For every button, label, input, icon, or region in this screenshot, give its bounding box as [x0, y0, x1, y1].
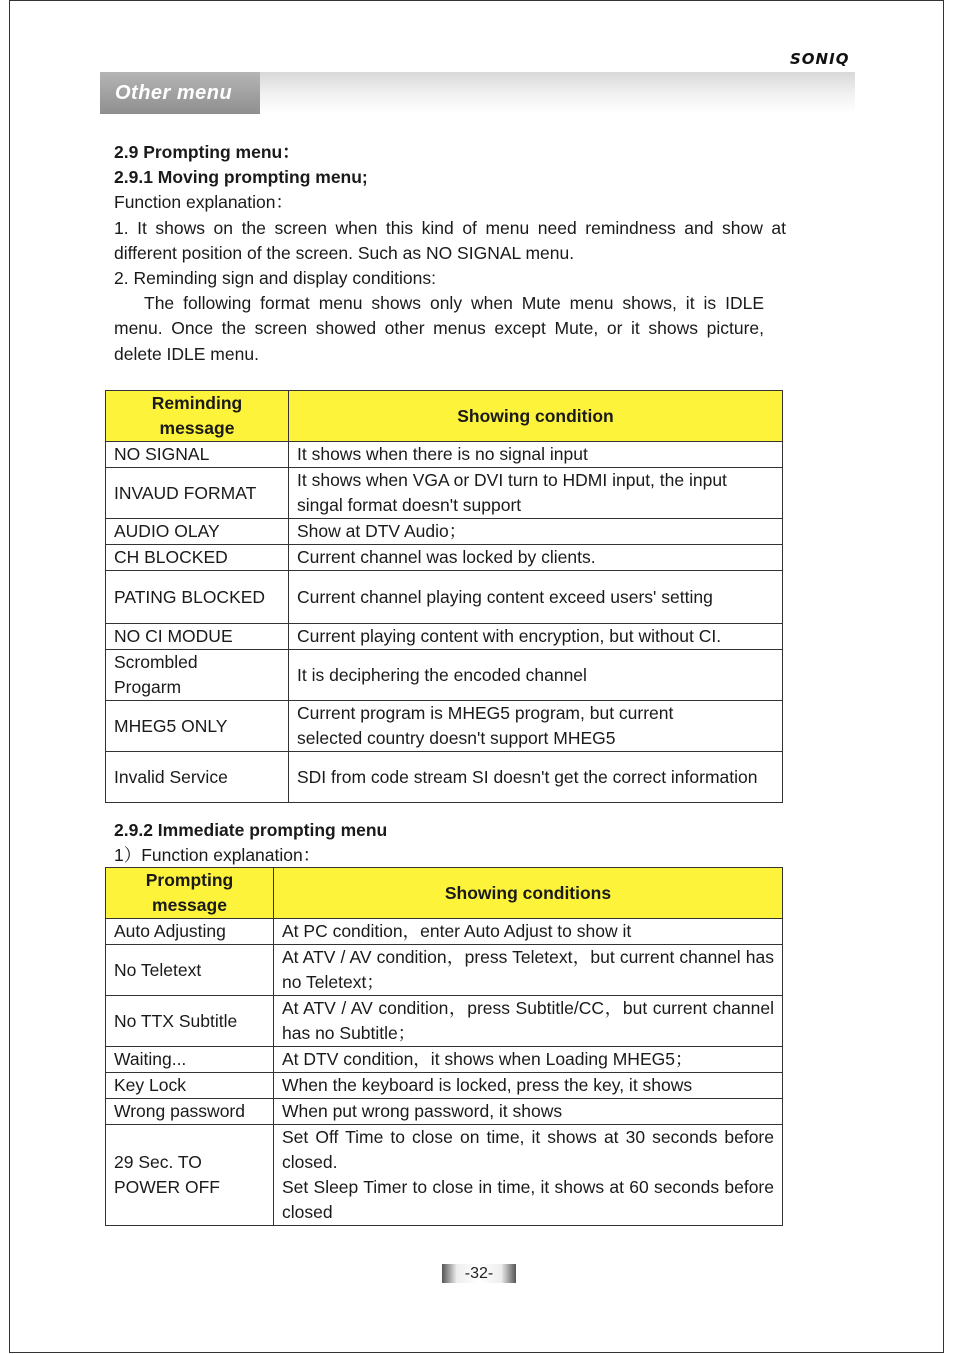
heading-main: 2.9 Prompting menu： — [114, 142, 300, 162]
condition-cell: When put wrong password, it shows — [274, 1099, 783, 1125]
heading-sub-1: 2.9.1 Moving prompting menu; — [114, 167, 368, 188]
condition-cell: Current playing content with encryption, but without CI. — [289, 624, 783, 650]
table-row — [106, 945, 783, 996]
condition-cell: It is deciphering the encoded channel — [289, 650, 783, 701]
table-row — [106, 1047, 783, 1073]
message-cell: PATING BLOCKED — [106, 571, 289, 624]
condition-cell — [289, 701, 783, 752]
condition-cell: Show at DTV Audio； — [289, 519, 783, 545]
function-label-1: Function explanation： — [114, 192, 293, 213]
immediate-section — [114, 818, 794, 868]
section-header-title: Other menu — [115, 82, 233, 104]
table-row — [106, 996, 783, 1047]
condition-cell: It shows when there is no signal input — [289, 442, 783, 468]
table-header-cell: Reminding message — [106, 391, 289, 442]
message-cell: Auto Adjusting — [106, 919, 274, 945]
condition-cell: When the keyboard is locked, press the key, it shows — [274, 1073, 783, 1099]
message-cell: No Teletext — [106, 945, 274, 996]
message-cell: AUDIO OLAY — [106, 519, 289, 545]
condition-cell: At PC condition，enter Auto Adjust to show it — [274, 919, 783, 945]
message-cell: Invalid Service — [106, 752, 289, 803]
message-cell: Waiting... — [106, 1047, 274, 1073]
table-row — [106, 650, 783, 701]
table-row — [106, 442, 783, 468]
condition-cell: Current channel was locked by clients. — [289, 545, 783, 571]
message-text: 29 Sec. TO POWER OFF — [114, 1152, 220, 1197]
table-row — [106, 519, 783, 545]
table-row — [106, 571, 783, 624]
message-cell: Wrong password — [106, 1099, 274, 1125]
message-cell: Key Lock — [106, 1073, 274, 1099]
message-cell: NO CI MODUE — [106, 624, 289, 650]
table-row — [106, 1125, 783, 1226]
intro-section — [114, 140, 794, 367]
message-cell — [106, 650, 289, 701]
table-row — [106, 701, 783, 752]
message-cell: No TTX Subtitle — [106, 996, 274, 1047]
page-number: -32- — [442, 1264, 516, 1283]
paragraph-3: The following format menu shows only when Mute menu shows, it is IDLE menu. Once the screen showed other menus except Mute, or it shows picture, delete IDLE menu. — [114, 293, 764, 364]
message-cell: CH BLOCKED — [106, 545, 289, 571]
table-header-cell: Showing condition — [289, 391, 783, 442]
message-cell: NO SIGNAL — [106, 442, 289, 468]
table-row — [106, 919, 783, 945]
table-row — [106, 1099, 783, 1125]
condition-cell: It shows when VGA or DVI turn to HDMI input, the input singal format doesn't support — [289, 468, 783, 519]
prompting-table — [105, 867, 783, 1226]
condition-cell: SDI from code stream SI doesn't get the correct information — [289, 752, 783, 803]
table-row — [106, 545, 783, 571]
condition-text-2: Set Sleep Timer to close in time, it shows at 60 seconds before closed — [282, 1177, 774, 1222]
table-row — [106, 468, 783, 519]
condition-text-1: Set Off Time to close on time, it shows at 30 seconds before closed. — [282, 1127, 774, 1172]
table-header-row — [106, 391, 783, 442]
table-header-cell: Showing conditions — [274, 868, 783, 919]
message-cell: INVAUD FORMAT — [106, 468, 289, 519]
condition-cell: At DTV condition，it shows when Loading MHEG5； — [274, 1047, 783, 1073]
message-cell: MHEG5 ONLY — [106, 701, 289, 752]
brand-logo: SONIQ — [790, 50, 850, 68]
table-row — [106, 624, 783, 650]
table-header-cell: Prompting message — [106, 868, 274, 919]
message-text: Scrombled Progarm — [114, 652, 198, 697]
condition-cell: Current channel playing content exceed users' setting — [289, 571, 783, 624]
condition-text: Current program is MHEG5 program, but current selected country doesn't support MHEG5 — [297, 703, 674, 748]
condition-cell: At ATV / AV condition，press Subtitle/CC，but current channel has no Subtitle； — [274, 996, 783, 1047]
paragraph-2: 2. Reminding sign and display conditions: — [114, 268, 436, 289]
reminding-table — [105, 390, 783, 803]
condition-cell: At ATV / AV condition，press Teletext，but current channel has no Teletext； — [274, 945, 783, 996]
message-cell — [106, 1125, 274, 1226]
table-row — [106, 752, 783, 803]
function-label-2: 1）Function explanation： — [114, 845, 321, 866]
table-row — [106, 1073, 783, 1099]
condition-cell — [274, 1125, 783, 1226]
heading-sub-2: 2.9.2 Immediate prompting menu — [114, 820, 388, 840]
table-header-row — [106, 868, 783, 919]
paragraph-1: 1. It shows on the screen when this kind of menu need remindness and show at different position of the screen. Such as NO SIGNAL menu. — [114, 217, 786, 263]
